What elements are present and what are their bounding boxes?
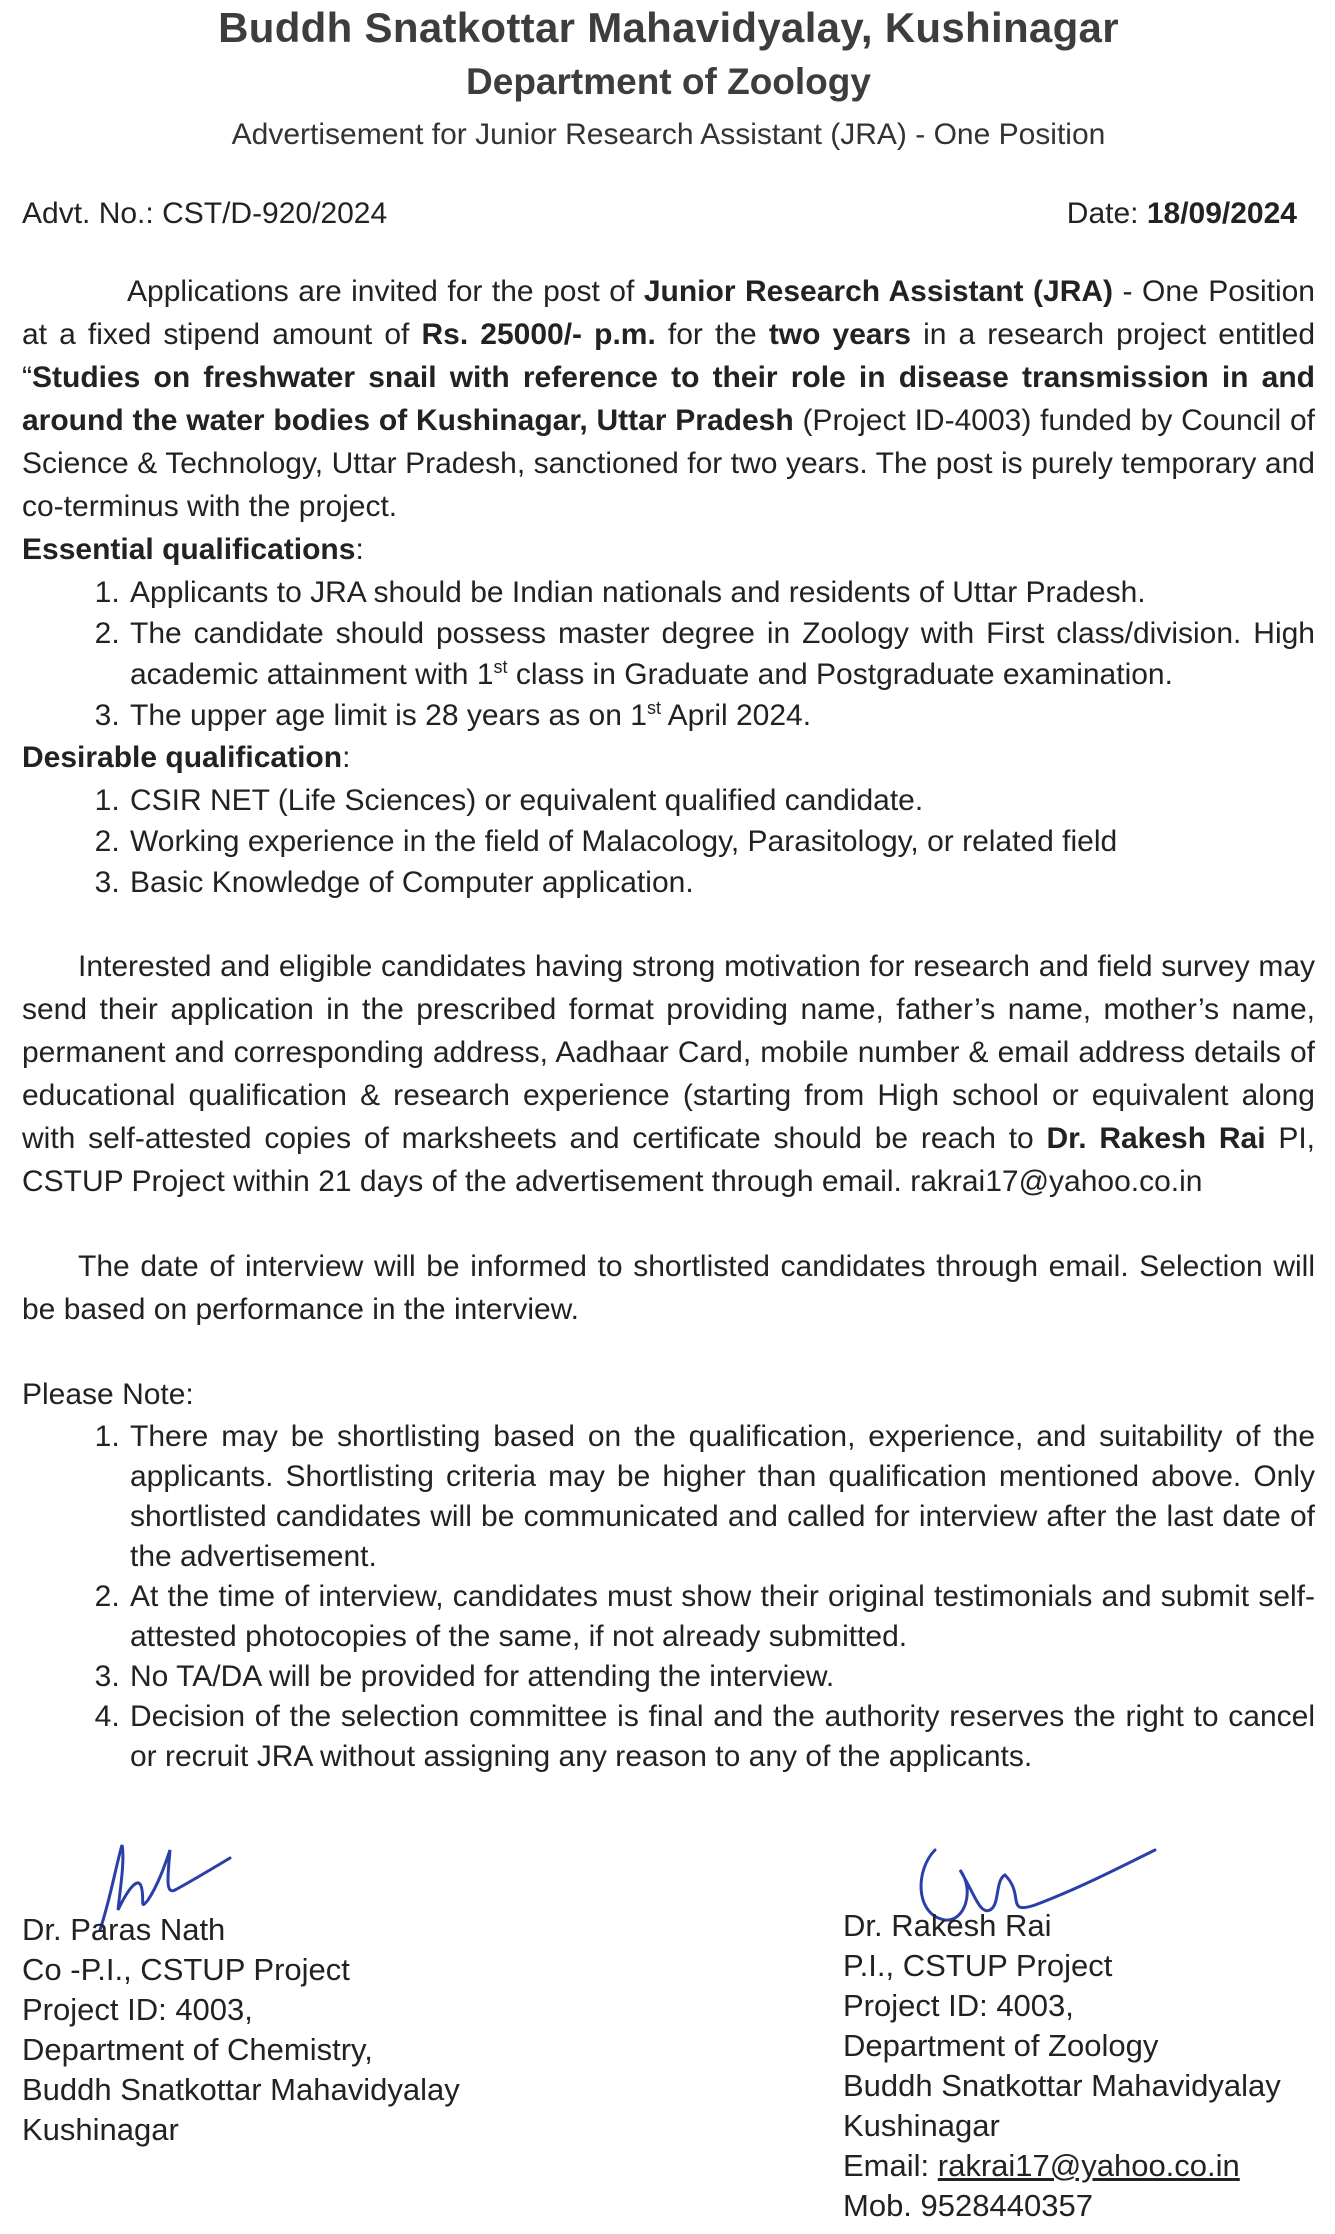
right-signatory-mobile: Mob. 9528440357	[843, 2188, 1093, 2223]
right-signatory-role: P.I., CSTUP Project	[843, 1948, 1113, 1983]
list-item: 1. There may be shortlisting based on the qualification, experience, and suitability of the applicants. Shortlisting criteria may be higher than qualification mentioned above. Only shortlisted candidates will be communicated and called for interview after the last date of the advertisement.	[128, 1417, 1315, 1577]
list-item: 1. Applicants to JRA should be Indian nationals and residents of Uttar Pradesh.	[128, 572, 1315, 613]
right-signatory-college: Buddh Snatkottar Mahavidyalay	[843, 2068, 1281, 2103]
essential-qualifications-list	[22, 572, 1315, 736]
left-signatory-place: Kushinagar	[22, 2112, 179, 2147]
please-note-list	[22, 1417, 1315, 1777]
intro-paragraph: Applications are invited for the post of Junior Research Assistant (JRA) - One Position at a fixed stipend amount of Rs. 25000/- p.m. for the two years in a research project entitled “Studies on freshwater snail with reference to their role in disease transmission in and around the water bodies of Kushinagar, Uttar Pradesh (Project ID-4003) funded by Council of Science & Technology, Uttar Pradesh, sanctioned for two years. The post is purely temporary and co-terminus with the project.	[22, 275, 1316, 523]
right-signatory-project: Project ID: 4003,	[843, 1988, 1074, 2023]
left-signatory-department: Department of Chemistry,	[22, 2032, 373, 2067]
list-item: 3. The upper age limit is 28 years as on 1st April 2024.	[128, 695, 1315, 736]
essential-qualifications-title: Essential qualifications:	[22, 533, 364, 566]
list-item: 3. Basic Knowledge of Computer application.	[128, 862, 1315, 903]
list-item: 2. At the time of interview, candidates must show their original testimonials and submit self-attested photocopies of the same, if not already submitted.	[128, 1577, 1315, 1657]
list-item: 2. The candidate should possess master degree in Zoology with First class/division. High academic attainment with 1st class in Graduate and Postgraduate examination.	[128, 613, 1315, 695]
right-signatory-department: Department of Zoology	[843, 2028, 1159, 2063]
right-signatory-block	[843, 1906, 1281, 2226]
right-signatory-name: Dr. Rakesh Rai	[843, 1908, 1052, 1943]
left-signatory-role: Co -P.I., CSTUP Project	[22, 1952, 350, 1987]
left-signatory-college: Buddh Snatkottar Mahavidyalay	[22, 2072, 460, 2107]
left-signatory-block	[22, 1910, 460, 2150]
left-signatory-project: Project ID: 4003,	[22, 1992, 253, 2027]
list-item: 2. Working experience in the field of Malacology, Parasitology, or related field	[128, 821, 1315, 862]
advt-number: Advt. No.: CST/D-920/2024	[22, 197, 388, 230]
email-link[interactable]: rakrai17@yahoo.co.in	[937, 2148, 1240, 2183]
please-note-title: Please Note:	[22, 1378, 194, 1411]
list-item: 4. Decision of the selection committee is final and the authority reserves the right to cancel or recruit JRA without assigning any reason to any of the applicants.	[128, 1697, 1315, 1777]
list-item: 1. CSIR NET (Life Sciences) or equivalent qualified candidate.	[128, 780, 1315, 821]
advertisement-meta-row	[22, 192, 1315, 236]
department-name: Department of Zoology	[466, 61, 871, 102]
advertisement-subtitle: Advertisement for Junior Research Assistant (JRA) - One Position	[231, 118, 1106, 151]
college-name: Buddh Snatkottar Mahavidyalay, Kushinagar	[218, 4, 1119, 51]
desirable-qualification-title: Desirable qualification:	[22, 741, 351, 774]
interview-paragraph: The date of interview will be informed to shortlisted candidates through email. Selection will be based on performance in the interview.	[22, 1250, 1315, 1326]
signature-area	[0, 1830, 1335, 2230]
left-signatory-name: Dr. Paras Nath	[22, 1912, 226, 1947]
advt-date: Date: 18/09/2024	[1066, 197, 1297, 230]
list-item: 3. No TA/DA will be provided for attending the interview.	[128, 1657, 1315, 1697]
right-signatory-place: Kushinagar	[843, 2108, 1000, 2143]
application-paragraph: Interested and eligible candidates having strong motivation for research and field survey may send their application in the prescribed format providing name, father’s name, mother’s name, permanent and corresponding address, Aadhaar Card, mobile number & email address details of educational qualification & research experience (starting from High school or equivalent along with self-attested copies of marksheets and certificate should be reach to Dr. Rakesh Rai PI, CSTUP Project within 21 days of the advertisement through email. rakrai17@yahoo.co.in	[22, 950, 1316, 1198]
desirable-qualification-list	[22, 780, 1315, 903]
right-signatory-email-line: Email: rakrai17@yahoo.co.in	[843, 2148, 1240, 2183]
